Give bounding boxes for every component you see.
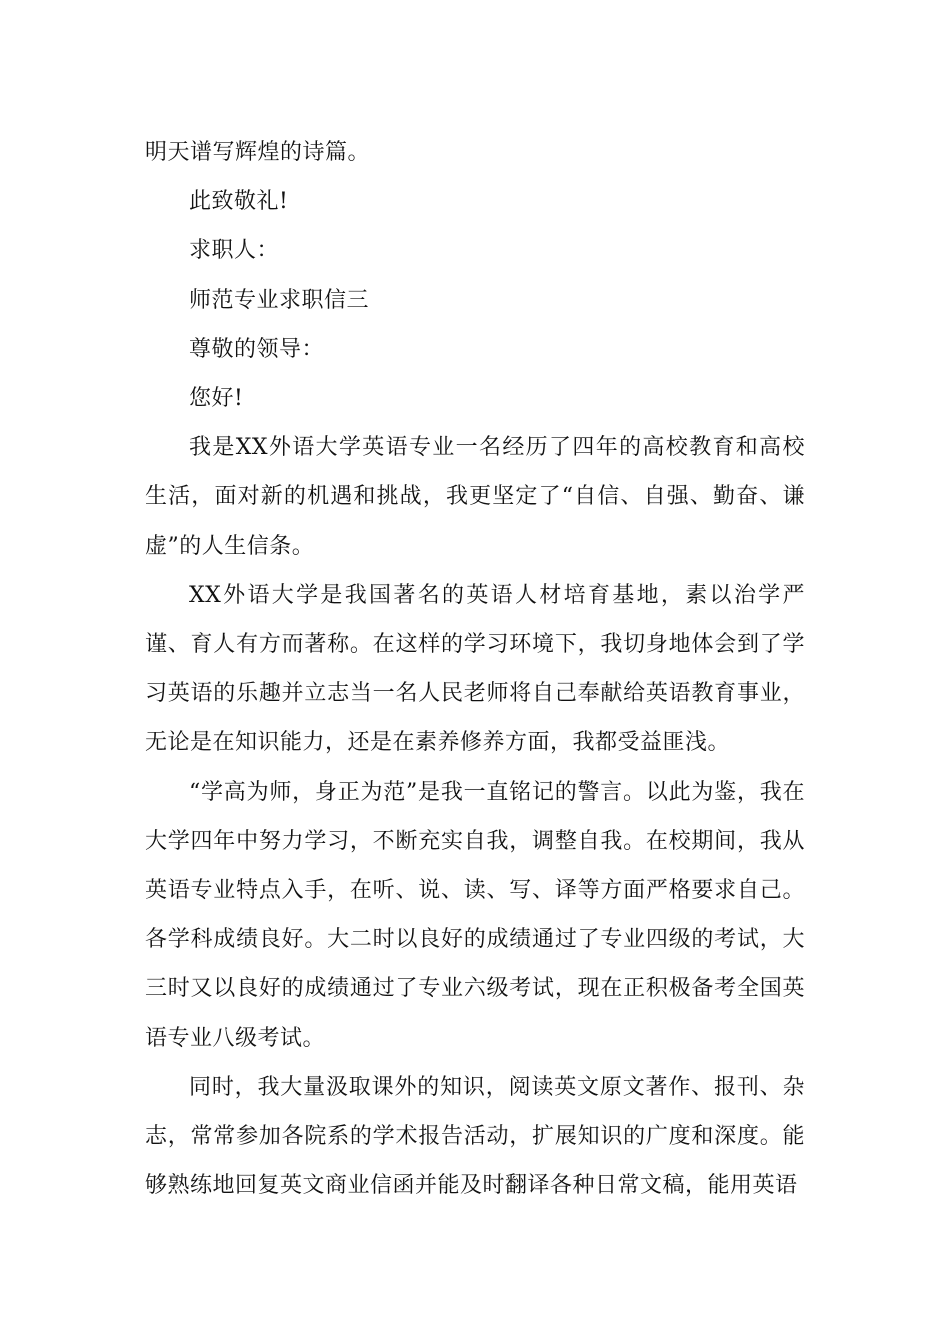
paragraph-greeting: 您好!: [189, 386, 244, 412]
paragraph-intro: 我是XX外语大学英语专业一名经历了四年的高校教育和高校生活，面对新的机遇和挑战，我更坚定了“自信、自强、勤奋、谦虚”的人生信条。: [145, 435, 805, 559]
paragraph-motto: “学高为师，身正为范”是我一直铭记的警言。以此为鉴，我在大学四年中努力学习，不断充实自我，调整自我。在校期间，我从英语专业特点入手，在听、说、读、写、译等方面严格要求自己。各学科成绩良好。大二时以良好的成绩通过了专业四级的考试，大三时又以良好的成绩通过了专业六级考试，现在正积极备考全国英语专业八级考试。: [145, 779, 805, 1051]
paragraph-university: XX外语大学是我国著名的英语人材培育基地，素以治学严谨、育人有方而著称。在这样的学习环境下，我切身地体会到了学习英语的乐趣并立志当一名人民老师将自己奉献给英语教育事业，无论是在知识能力，还是在素养修养方面，我都受益匪浅。: [145, 582, 805, 756]
paragraph-applicant: 求职人：: [189, 238, 280, 264]
paragraph-closing-line: 明天谱写辉煌的诗篇。: [145, 140, 371, 165]
paragraph-salutation-closing: 此致敬礼!: [189, 189, 289, 215]
document-page: [145, 128, 805, 1210]
paragraph-greeting-address: 尊敬的领导：: [189, 336, 325, 362]
paragraph-extracurricular: 同时，我大量汲取课外的知识，阅读英文原文著作、报刊、杂志，常常参加各院系的学术报告活动，扩展知识的广度和深度。能够熟练地回复英文商业信函并能及时翻译各种日常文稿，能用英语: [145, 1074, 805, 1199]
paragraph-letter-title: 师范专业求职信三: [189, 287, 370, 313]
